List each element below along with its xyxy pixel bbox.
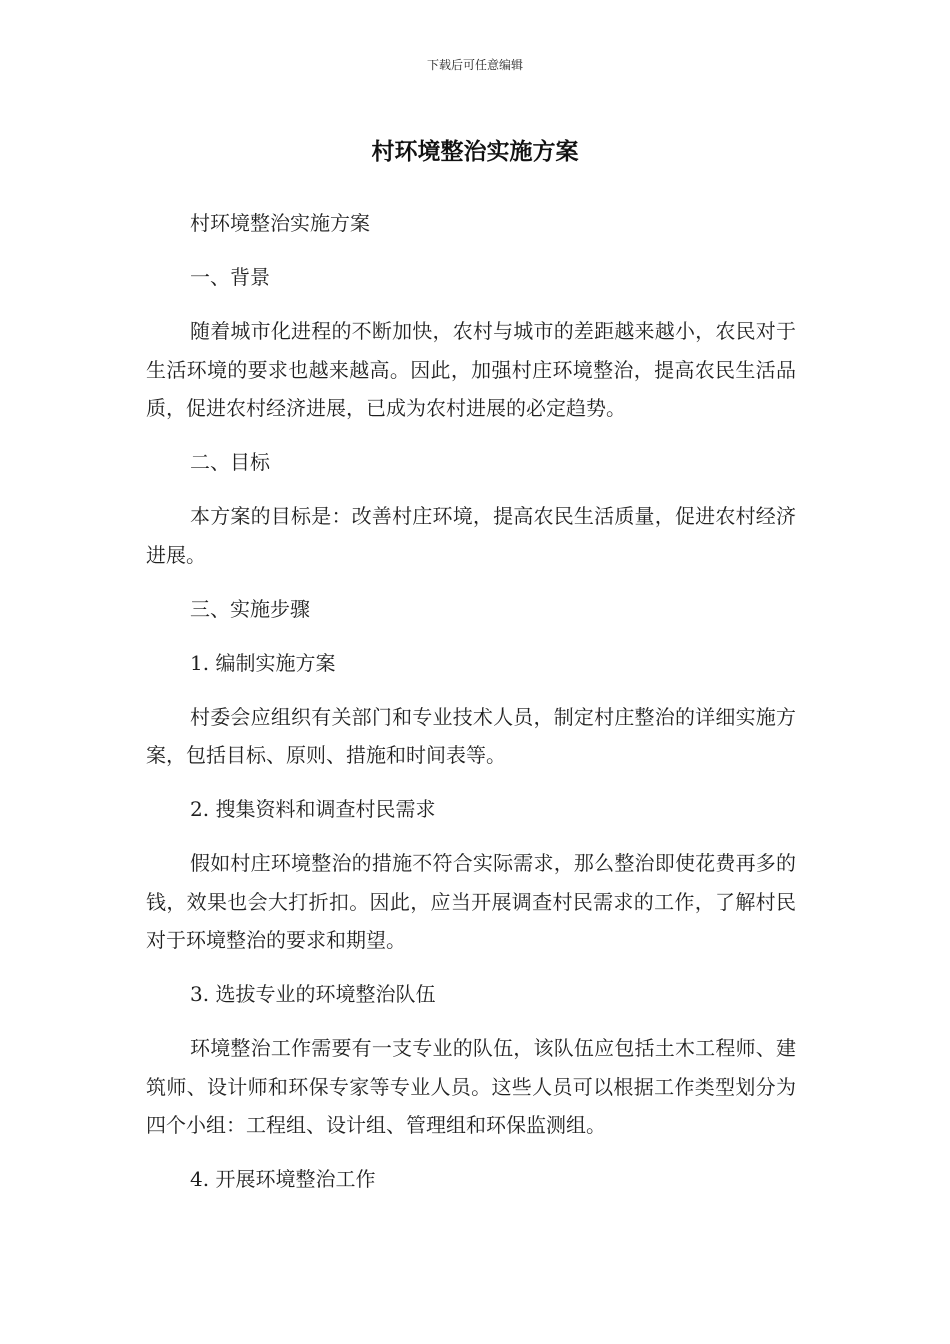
step-heading-4: 4. 开展环境整治工作 — [190, 1167, 376, 1191]
paragraph-step-3: 环境整治工作需要有一支专业的队伍，该队伍应包括土木工程师、建筑师、设计师和环保专家等专业人员。这些人员可以根据工作类型划分为四个小组：工程组、设计组、管理组和环保监测组。 — [146, 1036, 796, 1137]
paragraph-step-2: 假如村庄环境整治的措施不符合实际需求，那么整治即使花费再多的钱，效果也会大打折扣。因此，应当开展调查村民需求的工作，了解村民对于环境整治的要求和期望。 — [146, 851, 796, 952]
document-body — [146, 204, 796, 1214]
step-heading-3: 3. 选拔专业的环境整治队伍 — [190, 982, 436, 1006]
paragraph-subtitle: 村环境整治实施方案 — [190, 211, 370, 235]
step-heading-1: 1. 编制实施方案 — [190, 650, 336, 675]
document-title: 村环境整治实施方案 — [371, 139, 579, 165]
step-heading-2: 2. 搜集资料和调查村民需求 — [190, 797, 436, 821]
paragraph-goals: 本方案的目标是：改善村庄环境，提高农民生活质量，促进农村经济进展。 — [146, 504, 796, 567]
paragraph-step-1: 村委会应组织有关部门和专业技术人员，制定村庄整治的详细实施方案，包括目标、原则、措施和时间表等。 — [146, 704, 796, 767]
section-heading-goals: 二、目标 — [190, 450, 270, 474]
section-heading-steps: 三、实施步骤 — [190, 596, 310, 621]
section-heading-background: 一、背景 — [190, 265, 270, 289]
paragraph-background: 随着城市化进程的不断加快，农村与城市的差距越来越小，农民对于生活环境的要求也越来越高。因此，加强村庄环境整治，提高农民生活品质，促进农村经济进展，已成为农村进展的必定趋势。 — [146, 319, 796, 420]
page-header-note: 下载后可任意编辑 — [426, 58, 523, 72]
